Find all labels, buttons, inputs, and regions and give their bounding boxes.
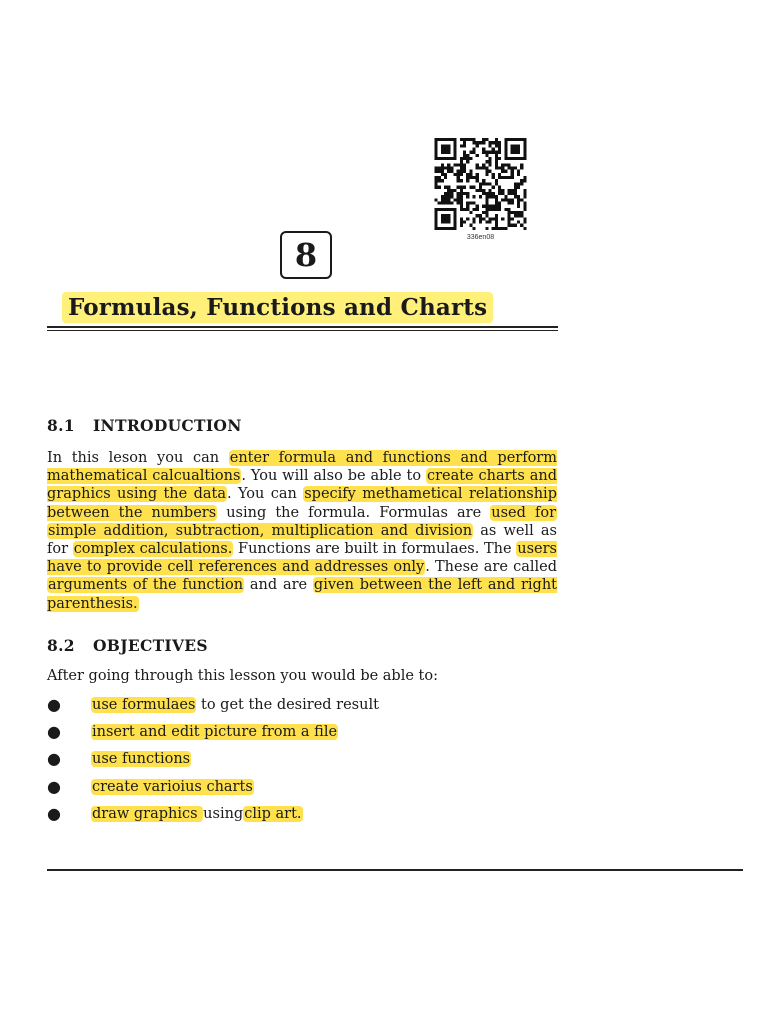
objective-highlight: use functions (92, 751, 191, 768)
intro-text: . You can (227, 486, 304, 503)
objectives-lead: After going through this lesson you would be able to: (47, 668, 438, 684)
bullet-icon: ● (47, 803, 61, 823)
intro-text: using the formula. Formulas are (217, 504, 491, 521)
qr-code-label: 336en08 (466, 234, 495, 241)
intro-highlight: complex calculations. (73, 541, 233, 558)
intro-text: and are (244, 577, 313, 594)
intro-highlight: simple addition, subtraction, multiplication and division (48, 522, 473, 539)
intro-text: . You will also be able to (241, 468, 426, 485)
qr-code-icon (432, 138, 529, 230)
intro-highlight: enter formula and functions and perform mathematical calcualtions (47, 450, 557, 485)
objective-highlight: create varioius charts (92, 778, 253, 795)
title-underline-thick (47, 326, 558, 328)
bullet-icon: ● (47, 722, 61, 742)
objective-text: using (203, 805, 244, 822)
intro-highlight: users have to provide cell references and addresses only (47, 541, 557, 576)
chapter-title: Formulas, Functions and Charts (62, 292, 493, 323)
title-underline-thin (47, 330, 558, 331)
intro-highlight: specify methametical relationship between the numbers (47, 486, 557, 521)
intro-highlight: given between the left and right parenthesis. (47, 577, 557, 612)
chapter-number-box: 8 (280, 231, 332, 279)
section-number: 8.1 (47, 416, 75, 435)
introduction-paragraph (47, 449, 557, 613)
objective-highlight: insert and edit picture from a file (92, 724, 338, 741)
intro-highlight: arguments of the function (48, 577, 244, 594)
bullet-icon: ● (47, 749, 61, 769)
objective-text: to get the desired result (196, 697, 379, 713)
intro-text: as well as for (47, 522, 557, 558)
section-heading-objectives (47, 636, 208, 655)
intro-text: Functions are built in formulaes. The (233, 541, 517, 558)
qr-code-block (432, 138, 529, 241)
section-heading-introduction (47, 416, 242, 435)
page-bottom-rule (47, 869, 743, 871)
intro-highlight: create charts and graphics using the data (47, 468, 557, 503)
objective-highlight: use formulaes (92, 697, 196, 713)
section-title: INTRODUCTION (93, 416, 242, 435)
objective-highlight: draw graphics (92, 805, 203, 822)
bullet-icon: ● (47, 695, 61, 714)
intro-text: In this leson you can (47, 450, 229, 466)
objective-highlight: clip art. (244, 805, 302, 822)
bullet-icon: ● (47, 776, 61, 796)
section-number: 8.2 (47, 636, 75, 655)
intro-highlight: used for (491, 504, 557, 521)
intro-text: . These are called (425, 559, 557, 576)
section-title: OBJECTIVES (93, 636, 208, 655)
